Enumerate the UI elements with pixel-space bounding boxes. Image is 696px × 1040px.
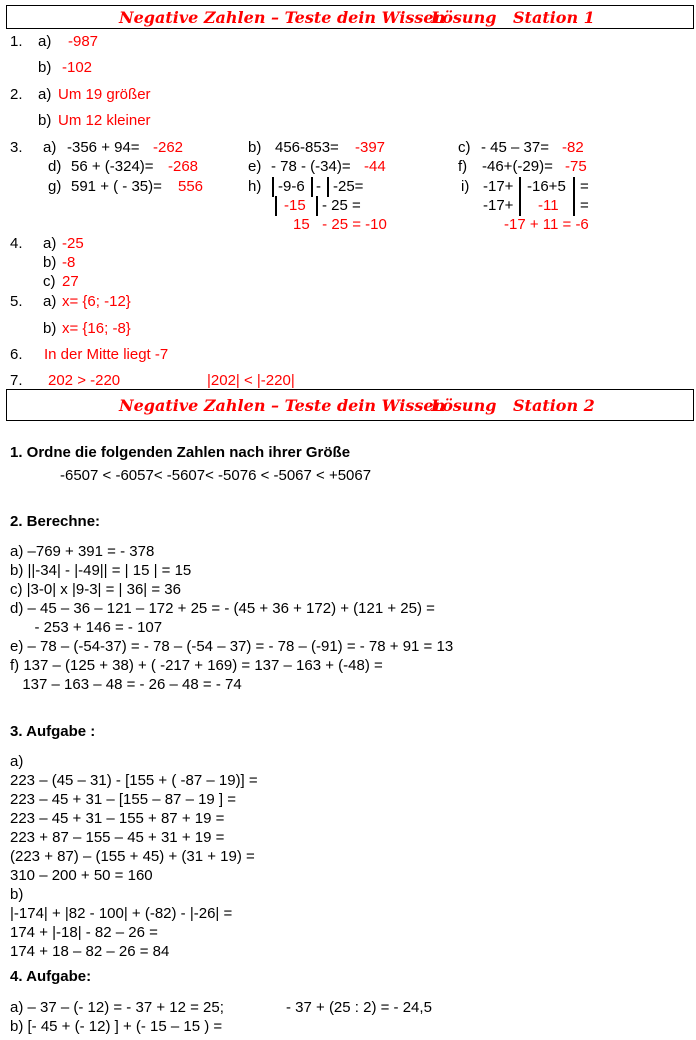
s3-line: (223 + 87) – (155 + 45) + (31 + 19) =	[10, 848, 255, 865]
q7-answer-1: 202 > -220	[48, 372, 121, 389]
q3-h-abs-bar	[311, 177, 313, 197]
q2-a-answer: Um 19 größer	[58, 86, 151, 103]
q3-a-expr: -356 + 94=	[67, 139, 140, 156]
s3-line: 310 – 200 + 50 = 160	[10, 867, 153, 884]
q3-h-abs-bar	[316, 196, 318, 216]
q3-h-line2-part1: -15	[284, 197, 306, 214]
q3-h-line1-part3: -25=	[333, 178, 364, 195]
s2-line: b) ||-34| - |-49|| = | 15 | = 15	[10, 562, 192, 579]
s4-a: a) – 37 – (- 12) = - 37 + 12 = 25;	[10, 999, 224, 1016]
q3-i-line3: -17 + 11 = -6	[504, 216, 589, 233]
q3-i-line1-part3: =	[580, 178, 589, 195]
q3-h-abs-bar	[272, 177, 274, 197]
s2-line: c) |3-0| x |9-3| = | 36| = 36	[10, 581, 181, 598]
q3-a-result: -262	[153, 139, 184, 156]
s2-line: a) –769 + 391 = - 378	[10, 543, 155, 560]
station2-header-station: Station 2	[513, 396, 595, 415]
q5-b-answer: x= {16; -8}	[62, 320, 131, 337]
station1-header-station: Station 1	[513, 8, 595, 27]
q6-answer: In der Mitte liegt -7	[44, 346, 169, 363]
s3-line: 223 – (45 – 31) - [155 + ( -87 – 19)] =	[10, 772, 258, 789]
q3-g-label: g)	[48, 178, 62, 195]
s3-line: 223 + 87 – 155 – 45 + 31 + 19 =	[10, 829, 225, 846]
s1-title: 1. Ordne die folgenden Zahlen nach ihrer Größe	[10, 444, 351, 461]
s2-line: d) – 45 – 36 – 121 – 172 + 25 = - (45 + 36 + 172) + (121 + 25) =	[10, 600, 435, 617]
q5-a-answer: x= {6; -12}	[62, 293, 131, 310]
s3-line: |-174| + |82 - 100| + (-82) - |-26| =	[10, 905, 233, 922]
s4-title: 4. Aufgabe:	[10, 968, 92, 985]
q3-a-label: a)	[43, 139, 57, 156]
s3-line: 223 – 45 + 31 – [155 – 87 – 19 ] =	[10, 791, 237, 808]
q3-h-abs-bar	[327, 177, 329, 197]
q2-b-answer: Um 12 kleiner	[58, 112, 151, 129]
q5-number: 5.	[10, 293, 23, 310]
q3-h-line3: 15 - 25 = -10	[293, 216, 387, 233]
q3-h-line1-part2: -	[316, 178, 321, 195]
q3-i-label: i)	[461, 178, 470, 195]
q3-i-line1-part1: -17+	[483, 178, 514, 195]
q1-number: 1.	[10, 33, 23, 50]
s3-line: 174 + |-18| - 82 – 26 =	[10, 924, 158, 941]
s2-line: f) 137 – (125 + 38) + ( -217 + 169) = 137 – 163 + (-48) =	[10, 657, 383, 674]
s1-ordering: -6507 < -6057< -5607< -5076 < -5067 < +5067	[60, 467, 372, 484]
q3-h-label: h)	[248, 178, 262, 195]
q3-d-label: d)	[48, 158, 62, 175]
station1-header-title: Negative Zahlen – Teste dein Wissen	[119, 8, 446, 27]
station1-header-loesung: Lösung	[431, 8, 497, 27]
q7-answer-2: |202| < |-220|	[207, 372, 295, 389]
q3-d-expr: 56 + (-324)=	[71, 158, 154, 175]
station2-header	[6, 389, 694, 421]
s3-line: a)	[10, 753, 24, 770]
s3-line: 174 + 18 – 82 – 26 = 84	[10, 943, 170, 960]
q3-d-result: -268	[168, 158, 199, 175]
s2-line: - 253 + 146 = - 107	[22, 619, 163, 636]
q3-e-expr: - 78 - (-34)=	[271, 158, 351, 175]
q3-b-result: -397	[355, 139, 386, 156]
station2-header-title: Negative Zahlen – Teste dein Wissen	[119, 396, 446, 415]
q2-a-label: a)	[38, 86, 52, 103]
q3-i-abs-bar	[519, 177, 521, 197]
q1-a-answer: -987	[68, 33, 99, 50]
q3-h-line1-part1: -9-6	[278, 178, 305, 195]
q3-g-result: 556	[178, 178, 204, 195]
s2-line: e) – 78 – (-54-37) = - 78 – (-54 – 37) = - 78 – (-91) = - 78 + 91 = 13	[10, 638, 454, 655]
q2-number: 2.	[10, 86, 23, 103]
q3-c-result: -82	[562, 139, 584, 156]
q4-b-answer: -8	[62, 254, 76, 271]
q1-a-label: a)	[38, 33, 52, 50]
station2-header-loesung: Lösung	[431, 396, 497, 415]
q3-i-line2-part3: =	[580, 197, 589, 214]
q3-i-abs-bar	[573, 196, 575, 216]
q5-a-label: a)	[43, 293, 57, 310]
s4-b: b) [- 45 + (- 12) ] + (- 15 – 15 ) =	[10, 1018, 223, 1035]
q3-i-abs-bar	[519, 196, 521, 216]
s3-line: 223 – 45 + 31 – 155 + 87 + 19 =	[10, 810, 225, 827]
q3-i-line1-part2: -16+5	[527, 178, 566, 195]
q1-b-answer: -102	[62, 59, 93, 76]
q6-number: 6.	[10, 346, 23, 363]
q3-i-line2-part1: -17+	[483, 197, 514, 214]
q3-c-label: c)	[458, 139, 471, 156]
q2-b-label: b)	[38, 112, 52, 129]
q4-number: 4.	[10, 235, 23, 252]
station1-header	[6, 5, 694, 29]
q3-i-abs-bar	[573, 177, 575, 197]
q5-b-label: b)	[43, 320, 57, 337]
q4-b-label: b)	[43, 254, 57, 271]
q7-number: 7.	[10, 372, 23, 389]
q1-b-label: b)	[38, 59, 52, 76]
s3-line: b)	[10, 886, 24, 903]
q3-f-result: -75	[565, 158, 587, 175]
q4-c-answer: 27	[62, 273, 79, 290]
q4-a-label: a)	[43, 235, 57, 252]
q3-i-line2-part2: -11	[538, 197, 559, 214]
q3-h-abs-bar	[275, 196, 277, 216]
q4-a-answer: -25	[62, 235, 84, 252]
q3-b-expr: 456-853=	[275, 139, 339, 156]
q3-f-label: f)	[458, 158, 468, 175]
q4-c-label: c)	[43, 273, 56, 290]
q3-e-label: e)	[248, 158, 262, 175]
q3-e-result: -44	[364, 158, 386, 175]
q3-h-line2-part2: - 25 =	[322, 197, 361, 214]
q3-number: 3.	[10, 139, 23, 156]
s2-line: 137 – 163 – 48 = - 26 – 48 = - 74	[14, 676, 242, 693]
q3-b-label: b)	[248, 139, 262, 156]
q3-g-expr: 591 + ( - 35)=	[71, 178, 162, 195]
s2-title: 2. Berechne:	[10, 513, 101, 530]
s3-title: 3. Aufgabe :	[10, 723, 96, 740]
q3-c-expr: - 45 – 37=	[481, 139, 549, 156]
s4-a-extra: - 37 + (25 : 2) = - 24,5	[286, 999, 432, 1016]
q3-f-expr: -46+(-29)=	[482, 158, 553, 175]
